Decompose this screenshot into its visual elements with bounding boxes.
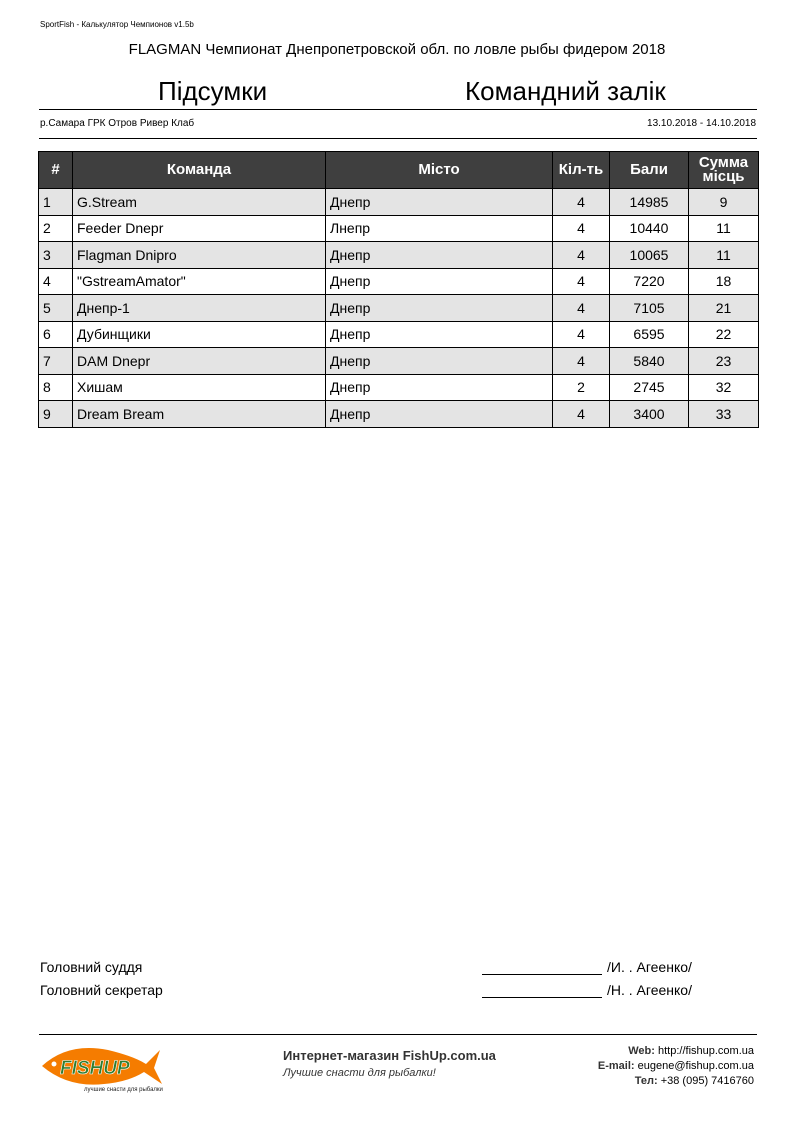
cell-team: Feeder Dnepr — [73, 215, 326, 242]
cell-team: G.Stream — [73, 189, 326, 216]
email-link[interactable]: eugene@fishup.com.ua — [637, 1060, 754, 1072]
cell-places-sum: 32 — [689, 374, 759, 401]
cell-points: 7220 — [610, 268, 689, 295]
column-header-team: Команда — [73, 152, 326, 189]
cell-count: 2 — [553, 374, 610, 401]
cell-city: Днепр — [326, 321, 553, 348]
cell-team: Днепр-1 — [73, 295, 326, 322]
cell-places-sum: 33 — [689, 401, 759, 428]
cell-city: Днепр — [326, 242, 553, 269]
cell-city: Днепр — [326, 374, 553, 401]
tel-label: Тел: — [634, 1075, 658, 1087]
cell-number: 7 — [39, 348, 73, 375]
cell-city: Днепр — [326, 189, 553, 216]
cell-points: 2745 — [610, 374, 689, 401]
shop-title: Интернет-магазин FishUp.com.ua — [283, 1048, 496, 1063]
chief-secretary-name: /Н. . Агеенко/ — [607, 982, 692, 998]
contact-phone — [598, 1074, 754, 1089]
shop-subtitle: Лучшие снасти для рыбалки! — [283, 1067, 436, 1079]
tel-value: +38 (095) 7416760 — [660, 1075, 754, 1087]
cell-number: 5 — [39, 295, 73, 322]
table-row — [39, 374, 759, 401]
section-title-summary: Підсумки — [158, 76, 268, 106]
table-row — [39, 268, 759, 295]
cell-city: Лнепр — [326, 215, 553, 242]
cell-places-sum: 23 — [689, 348, 759, 375]
cell-count: 4 — [553, 189, 610, 216]
cell-places-sum: 21 — [689, 295, 759, 322]
cell-places-sum: 22 — [689, 321, 759, 348]
column-header-number: # — [39, 152, 73, 189]
cell-count: 4 — [553, 295, 610, 322]
championship-title: FLAGMAN Чемпионат Днепропетровской обл. по ловле рыбы фидером 2018 — [128, 41, 666, 58]
footer-divider — [39, 1034, 757, 1035]
web-label: Web: — [628, 1045, 655, 1057]
table-row — [39, 295, 759, 322]
cell-team: DAM Dnepr — [73, 348, 326, 375]
cell-places-sum: 11 — [689, 215, 759, 242]
chief-secretary-signature-line — [482, 997, 602, 998]
table-header-row — [39, 152, 759, 189]
cell-points: 10065 — [610, 242, 689, 269]
team-results-table — [38, 151, 759, 428]
logo-tagline: лучшие снасти для рыбалки — [84, 1087, 163, 1093]
cell-places-sum: 11 — [689, 242, 759, 269]
cell-city: Днепр — [326, 401, 553, 428]
cell-points: 5840 — [610, 348, 689, 375]
cell-number: 4 — [39, 268, 73, 295]
event-dates: 13.10.2018 - 14.10.2018 — [647, 118, 756, 129]
contact-email — [598, 1059, 754, 1074]
cell-points: 14985 — [610, 189, 689, 216]
column-header-places-sum: Сумма місць — [689, 152, 759, 189]
fish-logo-icon — [38, 1038, 164, 1094]
cell-number: 3 — [39, 242, 73, 269]
cell-team: Дубинщики — [73, 321, 326, 348]
cell-count: 4 — [553, 348, 610, 375]
table-row — [39, 215, 759, 242]
venue: р.Самара ГРК Отров Ривер Клаб — [40, 118, 195, 129]
cell-count: 4 — [553, 321, 610, 348]
header-divider — [39, 109, 757, 110]
column-header-city: Місто — [326, 152, 553, 189]
cell-points: 6595 — [610, 321, 689, 348]
cell-city: Днепр — [326, 295, 553, 322]
cell-number: 2 — [39, 215, 73, 242]
cell-points: 7105 — [610, 295, 689, 322]
cell-team: Flagman Dnipro — [73, 242, 326, 269]
cell-number: 6 — [39, 321, 73, 348]
table-row — [39, 401, 759, 428]
web-link[interactable]: http://fishup.com.ua — [658, 1045, 754, 1057]
cell-points: 10440 — [610, 215, 689, 242]
chief-judge-name: /И. . Агеенко/ — [607, 959, 692, 975]
cell-count: 4 — [553, 268, 610, 295]
email-label: E-mail: — [597, 1060, 635, 1072]
table-row — [39, 321, 759, 348]
chief-secretary-label: Головний секретар — [40, 982, 163, 998]
cell-count: 4 — [553, 242, 610, 269]
contact-web — [598, 1044, 754, 1059]
fishup-logo — [38, 1038, 164, 1094]
logo-fish-eye — [52, 1062, 57, 1067]
cell-count: 4 — [553, 215, 610, 242]
app-caption: SportFish - Калькулятор Чемпионов v1.5b — [40, 20, 194, 29]
cell-city: Днепр — [326, 348, 553, 375]
contacts-block — [598, 1044, 754, 1089]
cell-places-sum: 18 — [689, 268, 759, 295]
subheader-divider — [39, 138, 757, 139]
table-row — [39, 242, 759, 269]
table-body — [39, 189, 759, 428]
chief-judge-signature-line — [482, 974, 602, 975]
section-title-team-standings: Командний залік — [465, 76, 666, 106]
cell-team: "GstreamAmator" — [73, 268, 326, 295]
column-header-points: Бали — [610, 152, 689, 189]
cell-team: Dream Bream — [73, 401, 326, 428]
chief-judge-label: Головний суддя — [40, 959, 143, 975]
cell-count: 4 — [553, 401, 610, 428]
cell-team: Хишам — [73, 374, 326, 401]
logo-text: FISHUP — [60, 1058, 130, 1079]
cell-city: Днепр — [326, 268, 553, 295]
cell-points: 3400 — [610, 401, 689, 428]
cell-number: 1 — [39, 189, 73, 216]
table-row — [39, 189, 759, 216]
table-row — [39, 348, 759, 375]
column-header-count: Кіл-ть — [553, 152, 610, 189]
cell-places-sum: 9 — [689, 189, 759, 216]
cell-number: 8 — [39, 374, 73, 401]
cell-number: 9 — [39, 401, 73, 428]
